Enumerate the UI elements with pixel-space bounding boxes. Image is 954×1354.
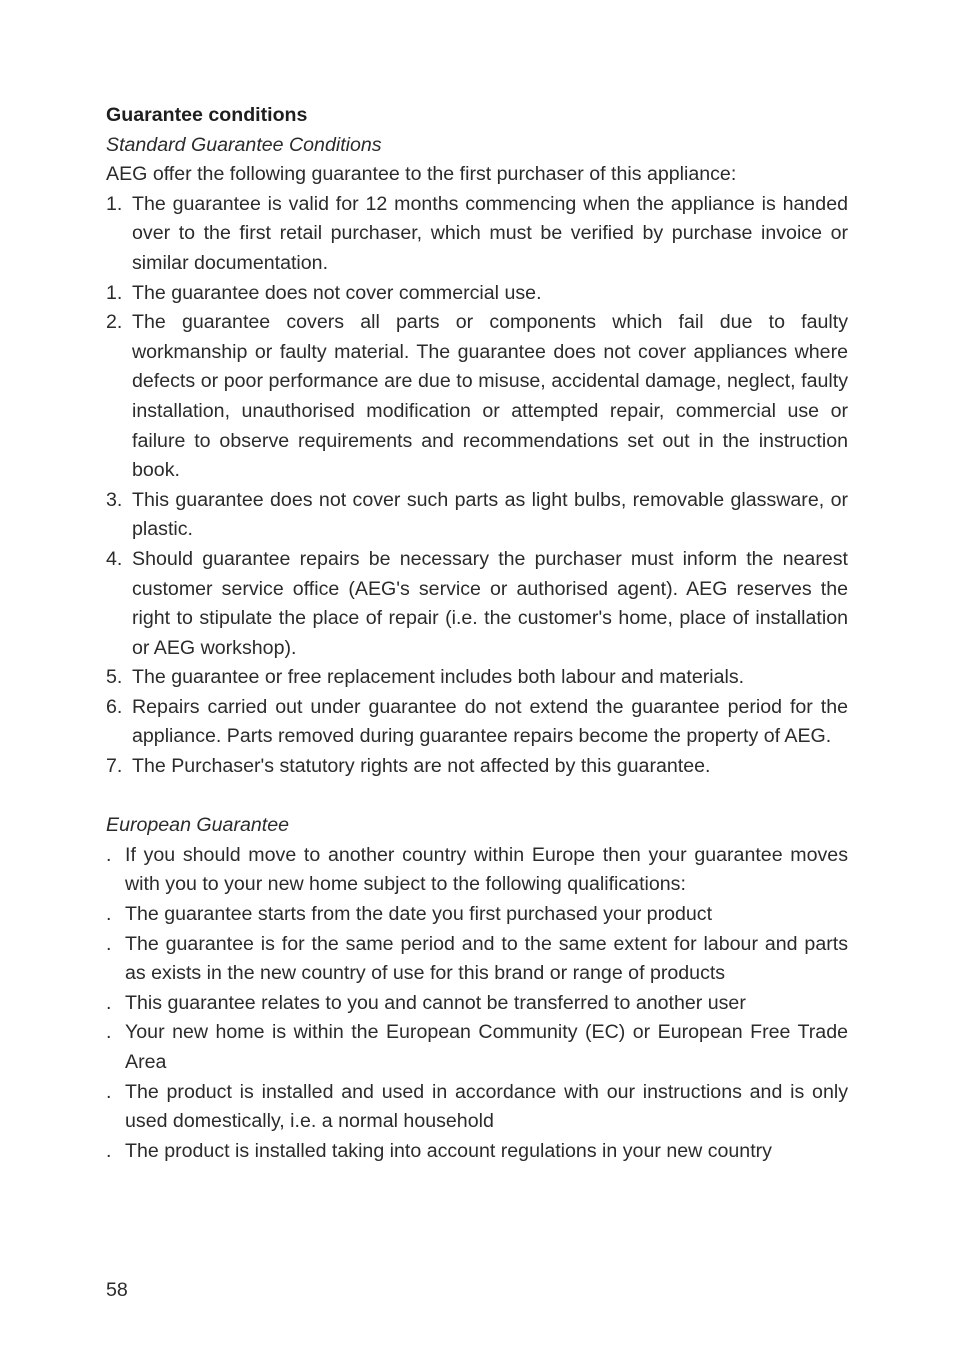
list-item-number: 3. (106, 488, 123, 511)
list-item-text: The guarantee starts from the date you first purchased your product (125, 903, 713, 926)
list-item-number: 4. (106, 547, 123, 570)
list-item-number: 7. (106, 755, 123, 778)
list-item-bullet: . (106, 1080, 112, 1103)
list-item-number: 5. (106, 666, 123, 689)
page-number: 58 (106, 1279, 128, 1301)
list-item (106, 663, 848, 693)
list-item (106, 545, 848, 663)
list-item (106, 900, 848, 930)
list-item-bullet: . (106, 1139, 112, 1162)
list-item-bullet: . (106, 1021, 112, 1044)
section-heading: Guarantee conditions (106, 104, 308, 126)
list-item-text: This guarantee does not cover such parts as light bulbs, removable glassware, or plastic. (132, 488, 848, 541)
list-item-text: The guarantee does not cover commercial use. (132, 281, 542, 304)
standard-subtitle: Standard Guarantee Conditions (106, 133, 382, 156)
list-item-number: 2. (106, 311, 123, 334)
list-item-number: 6. (106, 695, 123, 718)
list-item (106, 1078, 848, 1137)
list-item-text: The guarantee covers all parts or components which fail due to faulty workmanship or faulty material. The guarantee does not cover appliances where defects or poor performance are due to misuse, accidental damage, neglect, faulty installation, unauthorised modification or attempted repair, commercial use or failure to observe requirements and recommendations set out in the instruction book. (132, 311, 848, 482)
list-item (106, 486, 848, 545)
list-item-text: Repairs carried out under guarantee do not extend the guarantee period for the appliance. Parts removed during guarantee repairs become the property of AEG. (132, 695, 848, 748)
list-item (106, 841, 848, 900)
document-body (106, 101, 848, 1166)
list-item-number: 1. (106, 192, 123, 215)
list-item (106, 1018, 848, 1077)
list-item (106, 279, 848, 309)
list-item (106, 752, 848, 782)
section-spacer (106, 782, 848, 812)
list-item-text: The product is installed taking into account regulations in your new country (125, 1139, 772, 1162)
list-item-text: The guarantee is valid for 12 months commencing when the appliance is handed over to the first retail purchaser, which must be verified by purchase invoice or similar documentation. (132, 192, 848, 274)
list-item-bullet: . (106, 991, 112, 1014)
list-item (106, 989, 848, 1019)
list-item (106, 930, 848, 989)
list-item-text: The Purchaser's statutory rights are not affected by this guarantee. (132, 755, 711, 778)
list-item (106, 190, 848, 279)
list-item-text: The guarantee or free replacement includes both labour and materials. (132, 666, 745, 689)
list-item-text: This guarantee relates to you and cannot be transferred to another user (125, 991, 746, 1014)
list-item-text: Should guarantee repairs be necessary the purchaser must inform the nearest customer service office (AEG's service or authorised agent). AEG reserves the right to stipulate the place of repair (i.e. the customer's home, place of installation or AEG workshop). (132, 547, 848, 659)
list-item (106, 1137, 848, 1167)
european-guarantee-list (106, 841, 848, 1167)
list-item-text: The product is installed and used in accordance with our instructions and is only used domestically, i.e. a normal household (125, 1080, 848, 1133)
list-item-bullet: . (106, 903, 112, 926)
list-item (106, 693, 848, 752)
list-item-text: If you should move to another country within Europe then your guarantee moves with you to your new home subject to the following qualifications: (125, 843, 848, 896)
list-item-bullet: . (106, 843, 112, 866)
standard-conditions-list (106, 190, 848, 782)
standard-intro: AEG offer the following guarantee to the first purchaser of this appliance: (106, 163, 737, 186)
list-item-number: 1. (106, 281, 123, 304)
european-subtitle: European Guarantee (106, 814, 290, 837)
list-item-text: The guarantee is for the same period and to the same extent for labour and parts as exists in the new country of use for this brand or range of products (125, 932, 848, 985)
list-item-bullet: . (106, 932, 112, 955)
list-item-text: Your new home is within the European Community (EC) or European Free Trade Area (125, 1021, 848, 1073)
list-item (106, 308, 848, 486)
